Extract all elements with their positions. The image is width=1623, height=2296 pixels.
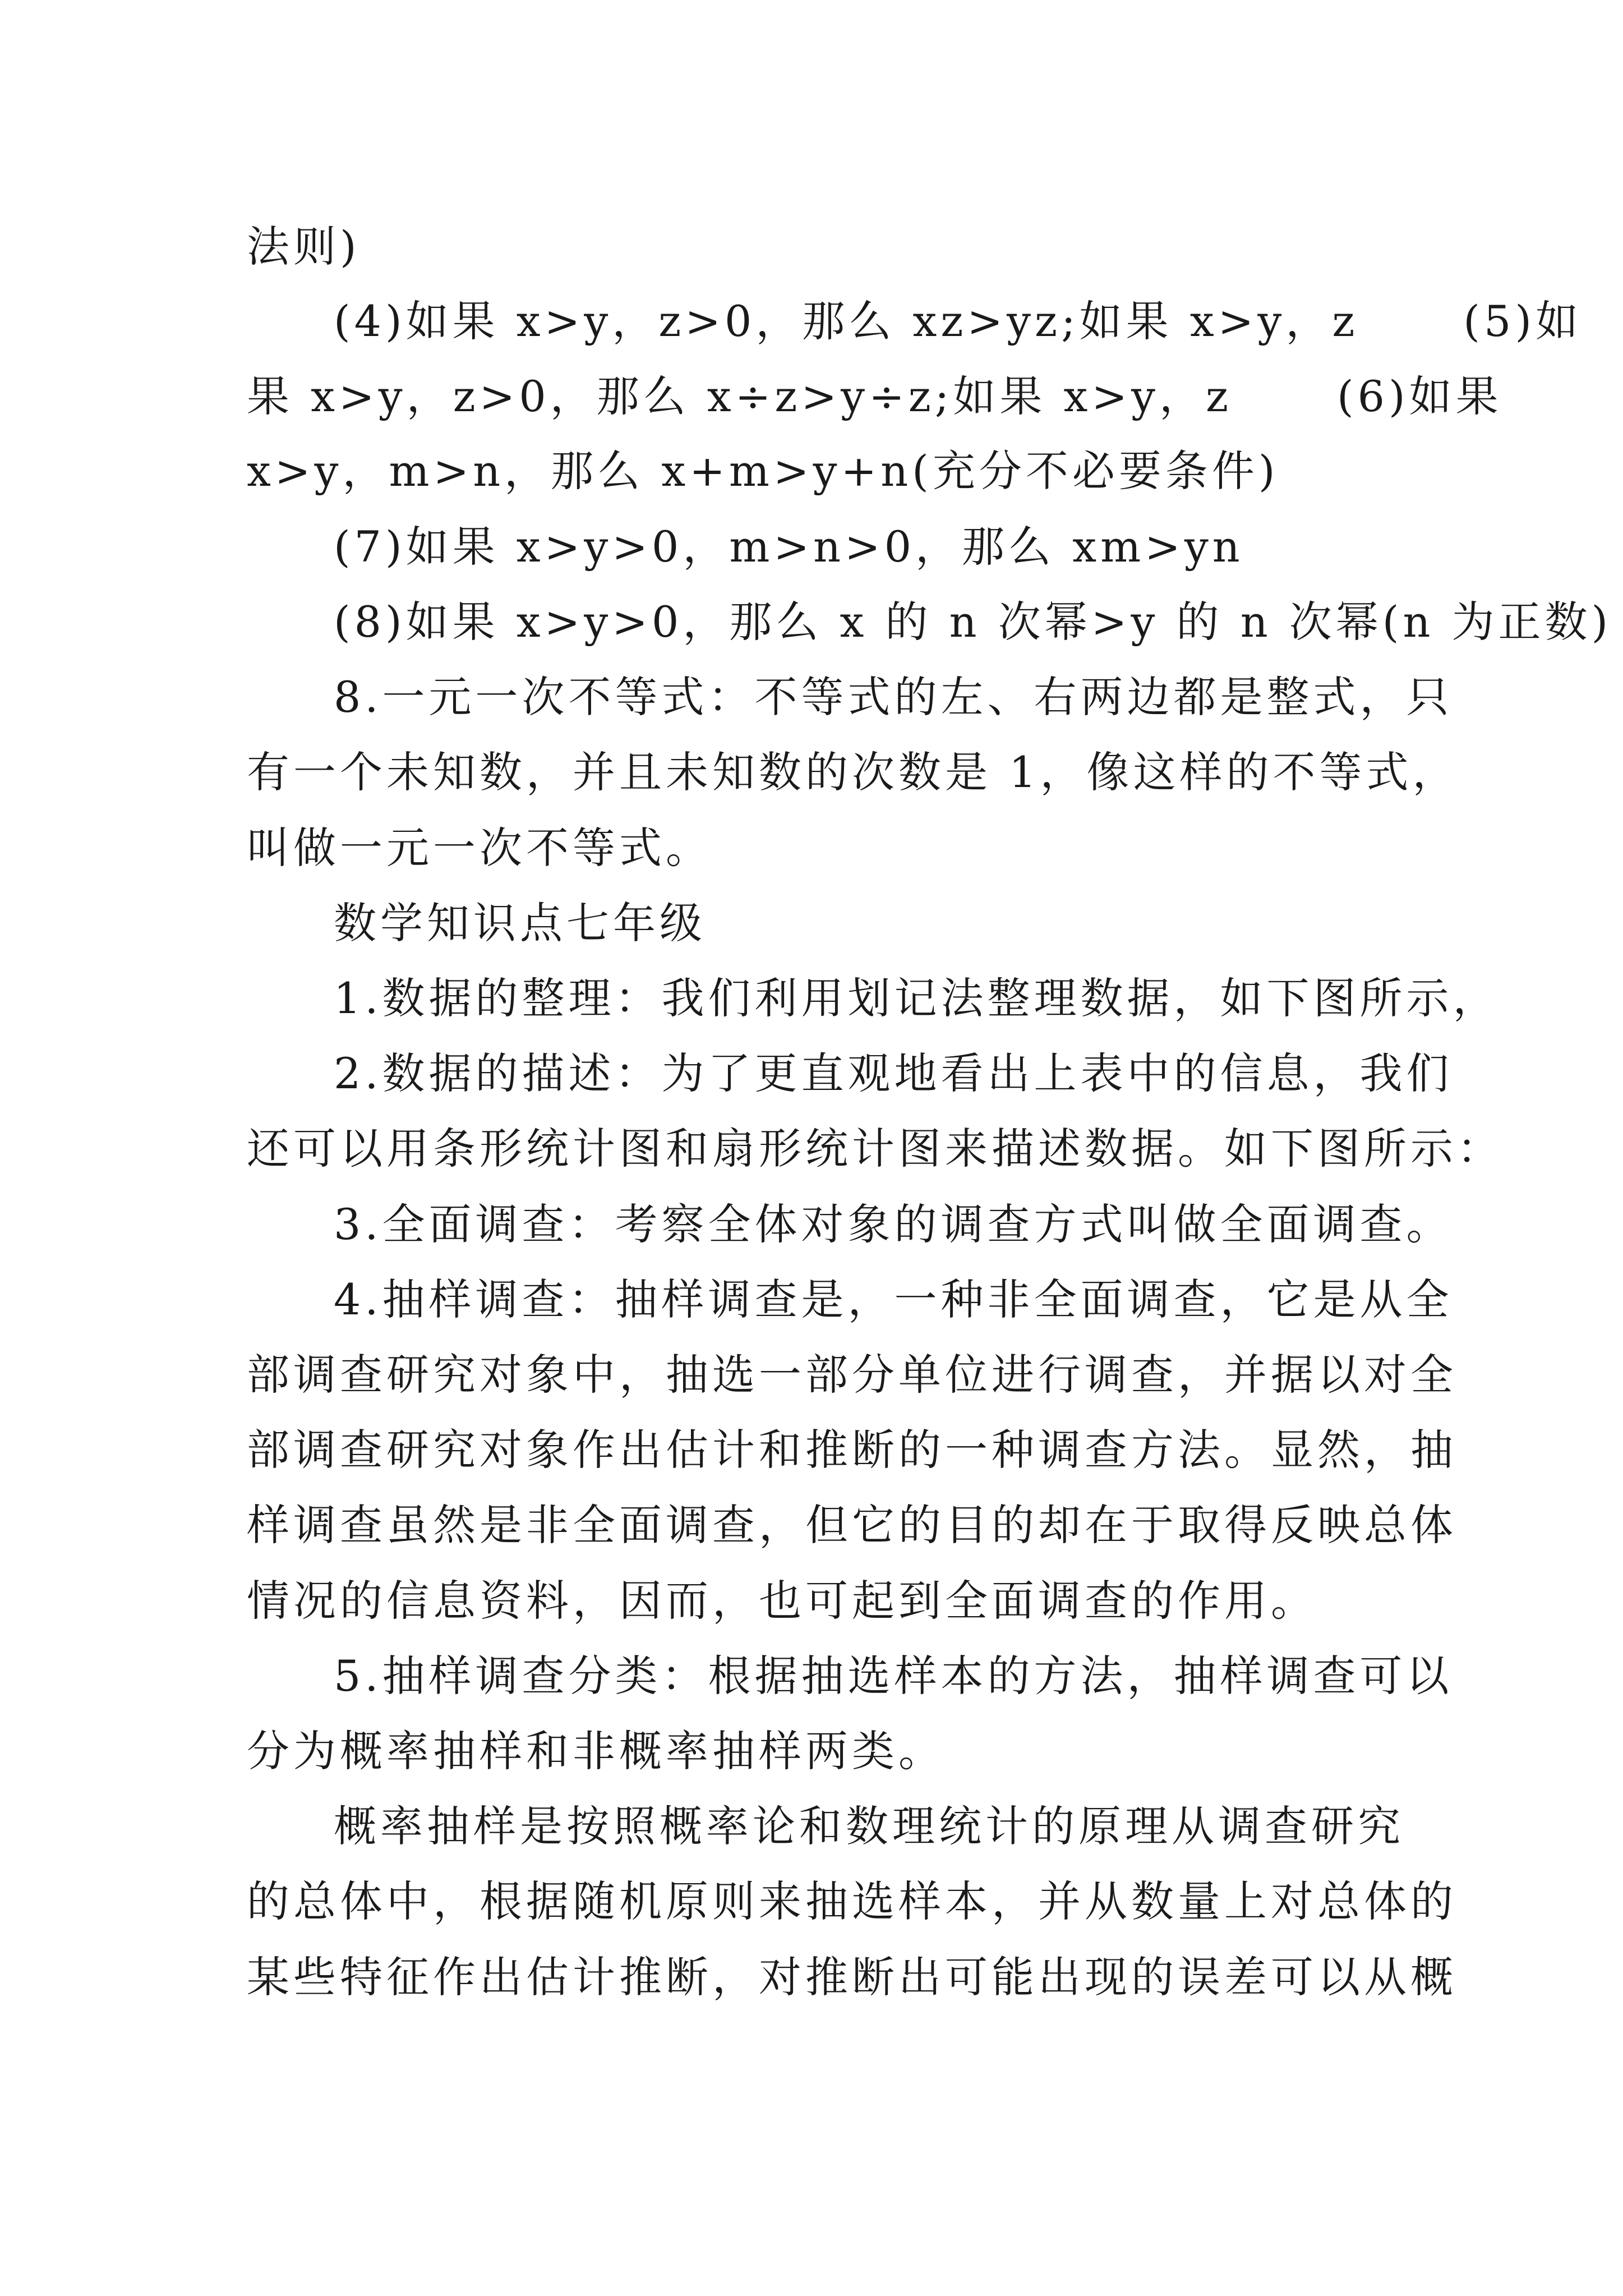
text-line: (4)如果 x>y，z>0，那么 xz>yz;如果 x>y，z (5)如 xyxy=(334,296,1582,346)
text-line: 果 x>y，z>0，那么 x÷z>y÷z;如果 x>y，z (6)如果 xyxy=(247,371,1502,421)
text-line: 还可以用条形统计图和扇形统计图来描述数据。如下图所示： xyxy=(247,1124,1504,1174)
text-line: 分为概率抽样和非概率抽样两类。 xyxy=(247,1726,945,1776)
text-line: 部调查研究对象中，抽选一部分单位进行调查，并据以对全 xyxy=(247,1350,1457,1400)
text-line: 2.数据的描述：为了更直观地看出上表中的信息，我们 xyxy=(334,1048,1453,1098)
text-line: 5.抽样调查分类：根据抽选样本的方法，抽样调查可以 xyxy=(334,1651,1453,1701)
text-line: 某些特征作出估计推断，对推断出可能出现的误差可以从概 xyxy=(247,1952,1457,2002)
text-line: 概率抽样是按照概率论和数理统计的原理从调查研究 xyxy=(334,1801,1404,1851)
text-line: 法则) xyxy=(247,222,361,272)
text-line: x>y，m>n，那么 x+m>y+n(充分不必要条件) xyxy=(247,446,1279,496)
text-line: 1.数据的整理：我们利用划记法整理数据，如下图所示， xyxy=(334,973,1500,1023)
text-line: (7)如果 x>y>0，m>n>0，那么 xm>yn xyxy=(334,522,1244,572)
text-line: 的总体中，根据随机原则来抽选样本，并从数量上对总体的 xyxy=(247,1876,1457,1926)
text-line: 部调查研究对象作出估计和推断的一种调查方法。显然，抽 xyxy=(247,1425,1457,1475)
text-line: 4.抽样调查：抽样调查是，一种非全面调查，它是从全 xyxy=(334,1274,1453,1324)
text-line: (8)如果 x>y>0，那么 x 的 n 次幂>y 的 n 次幂(n 为正数) xyxy=(334,597,1612,647)
section-heading: 数学知识点七年级 xyxy=(334,898,706,948)
text-line: 有一个未知数，并且未知数的次数是 1，像这样的不等式， xyxy=(247,747,1459,797)
text-line: 8.一元一次不等式：不等式的左、右两边都是整式，只 xyxy=(334,672,1453,722)
text-line: 样调查虽然是非全面调查，但它的目的却在于取得反映总体 xyxy=(247,1500,1457,1550)
text-line: 叫做一元一次不等式。 xyxy=(247,823,712,873)
text-line: 情况的信息资料，因而，也可起到全面调查的作用。 xyxy=(247,1576,1317,1626)
text-line: 3.全面调查：考察全体对象的调查方式叫做全面调查。 xyxy=(334,1199,1453,1249)
